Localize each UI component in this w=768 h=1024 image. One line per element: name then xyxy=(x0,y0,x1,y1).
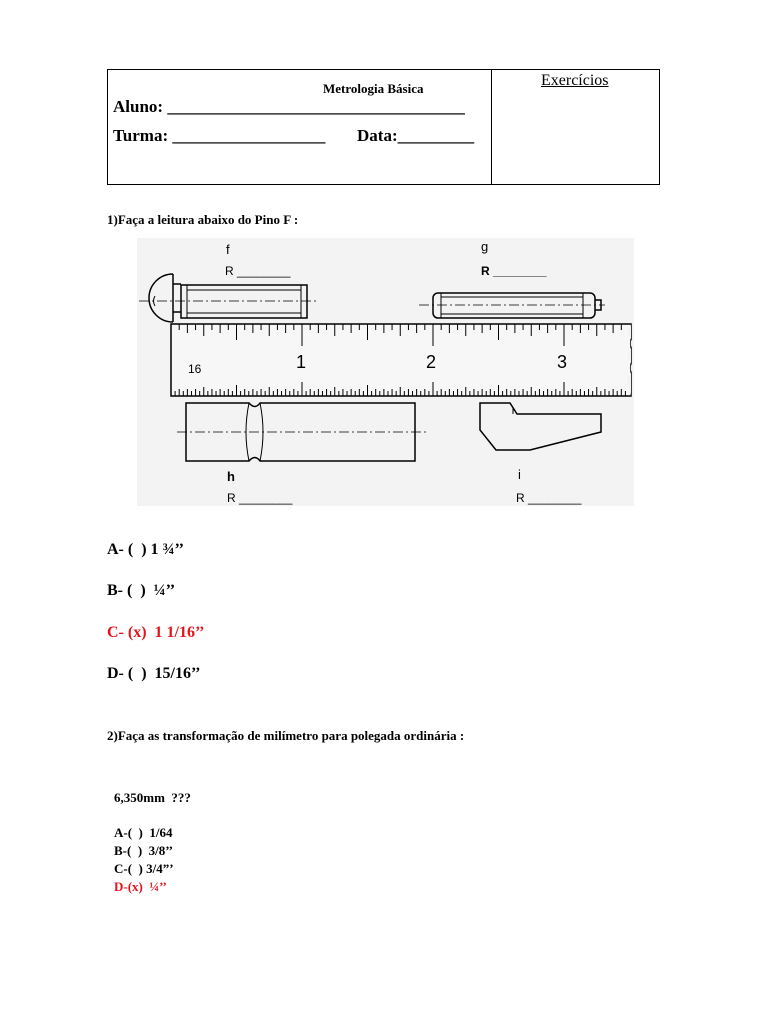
class-field: Turma: __________________ xyxy=(113,126,326,145)
q1-option-c[interactable]: C- (x) 1 1/16’’ xyxy=(107,624,205,641)
scale-1-label: 1 xyxy=(296,352,307,372)
q2-option-a[interactable]: A-( ) 1/64 xyxy=(114,825,173,840)
q2-option-c[interactable]: C-( ) 3/4”’ xyxy=(114,861,174,876)
student-name-field: Aluno: ___________________________________ xyxy=(113,97,465,116)
part-g-reading: R ________ xyxy=(481,264,547,278)
scale-16-label: 16 xyxy=(188,362,202,376)
scale-3-label: 3 xyxy=(557,352,568,372)
header-divider xyxy=(491,69,492,185)
q2-options xyxy=(114,824,174,896)
question-2-prompt: 6,350mm ??? xyxy=(114,790,191,805)
ruler-diagram-svg xyxy=(137,238,634,506)
scale-2-label: 2 xyxy=(426,352,437,372)
part-h-label: h xyxy=(227,469,235,484)
exercises-label: Exercícios xyxy=(541,72,609,89)
q1-option-a[interactable]: A- ( ) 1 ¾’’ xyxy=(107,541,185,558)
part-i-label: i xyxy=(518,467,521,482)
q1-option-b[interactable]: B- ( ) ¼’’ xyxy=(107,582,176,599)
ruler-diagram xyxy=(137,238,634,506)
q1-option-d[interactable]: D- ( ) 15/16’’ xyxy=(107,665,201,682)
q2-option-d[interactable]: D-(x) ¼’’ xyxy=(114,879,167,894)
q2-option-b[interactable]: B-( ) 3/8’’ xyxy=(114,843,173,858)
question-2-title: 2)Faça as transformação de milímetro para polegada ordinária : xyxy=(107,728,465,743)
part-g-label: g xyxy=(481,239,489,254)
course-title: Metrologia Básica xyxy=(323,81,424,96)
date-field: Data:_________ xyxy=(357,126,475,145)
part-i-reading: R ________ xyxy=(516,491,582,505)
part-h-reading: R ________ xyxy=(227,491,293,505)
part-f-label: f xyxy=(226,242,230,257)
question-1-title: 1)Faça a leitura abaixo do Pino F : xyxy=(107,212,299,227)
part-f-reading: R ________ xyxy=(225,264,291,278)
